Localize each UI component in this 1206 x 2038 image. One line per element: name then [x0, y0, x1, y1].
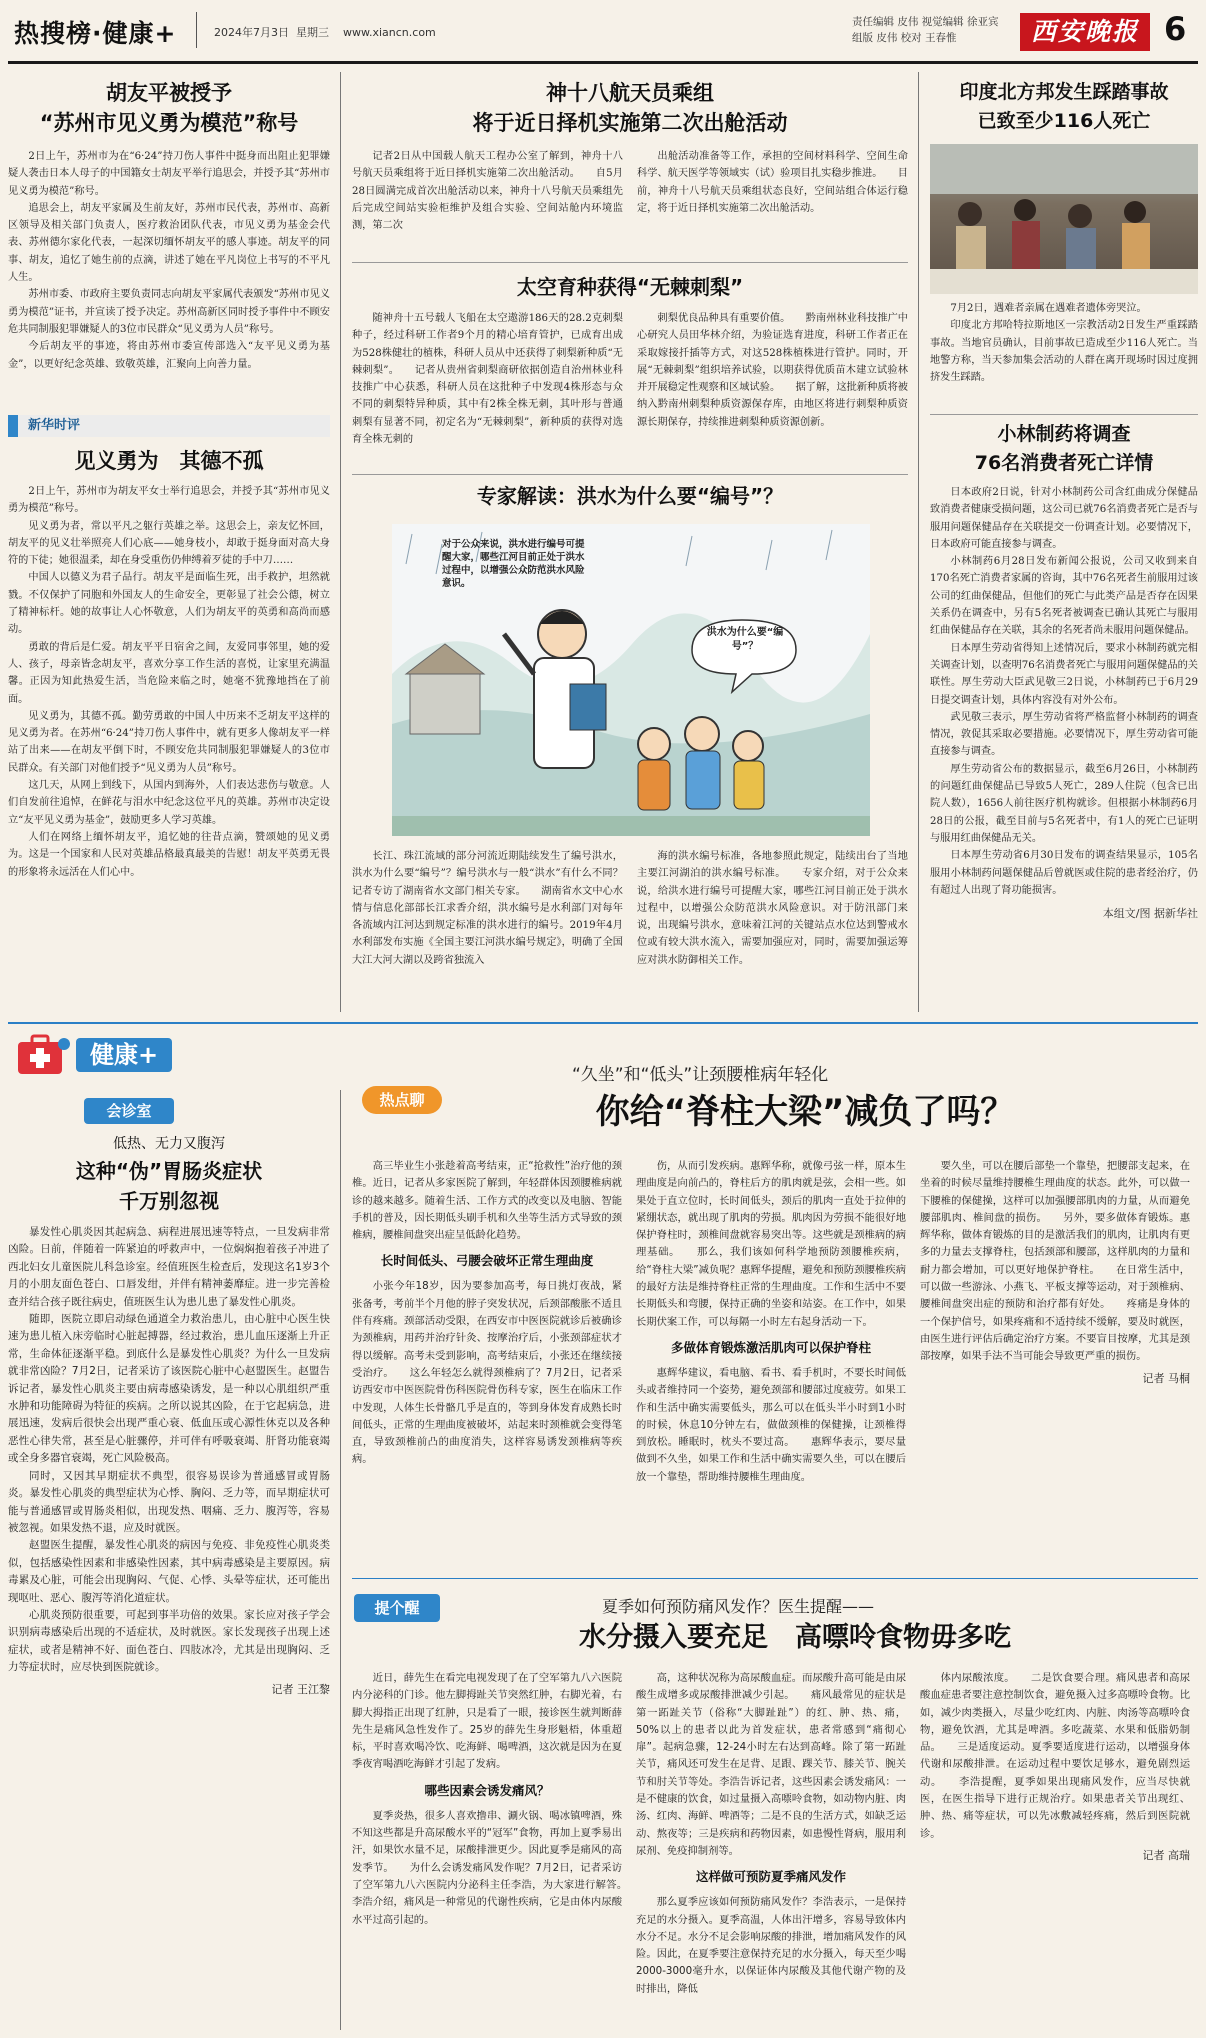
article-title: 水分摄入要充足 高嘌呤食物毋多吃 [579, 1622, 1011, 1653]
article-body: 2日上午，苏州市为在“6·24”持刀伤人事件中挺身而出阻止犯罪嫌疑人袭击日本人母子的中国籍女士胡友平举行追思会，并授予其“苏州市见义勇为模范”称号。 追思会上，胡友平家属及生前友好，苏州市民代表，苏州市、高新区领导及相关部门负责人，医疗救治团队代表，市见义勇为基金会代表、苏州德尔家化代表，一起深切缅怀胡友平的感人事迹。胡友平的同事、胡友，追忆了她生前的点滴，讲述了她在平凡岗位上书写的不平凡人生。 苏州市委、市政府主要负责同志向胡友平家属代表颁发“苏州市见义勇为模范”证书，并宣读了授予决定。苏州高新区同时授予事件中不顾安危共同制服犯罪嫌疑人的3位市民群众“见义勇为人员”称号。 今后胡友平的事迹，将由苏州市委宣传部选入“友平见义勇为基金”，以更好纪念英雄、致敬英雄，汇聚向上向善力量。 [8, 151, 330, 370]
article-flood-numbering [352, 480, 908, 1010]
article-body: 夏季炎热，很多人喜欢撸串、涮火锅、喝冰镇啤酒，殊不知这些都是升高尿酸水平的“冠军”食物，再加上夏季易出汗，如果饮水量不足，尿酸排泄更少。因此夏季是痛风的高发季节。 为什么会诱发痛风发作呢？7月2日，记者采访了空军第九八六医院内分泌科主任李浩，为大家进行解答。 李浩介绍，痛风是一种常见的代谢性疾病，它是由体内尿酸水平过高引起的。 [352, 1809, 643, 1926]
health-banner-label: 健康+ [76, 1038, 172, 1072]
reporter: 记者 高瑞 [1142, 1848, 1190, 1862]
article-title: 神十八航天员乘组 [546, 81, 714, 105]
article-body: 高三毕业生小张趁着高考结束，正“抢救性”治疗他的颈椎。近日，记者从多家医院了解到，年轻群体因颈腰椎病就诊的越来越多。随着生活、工作方式的改变以及电脑、智能手机的普及，因长期低头刷手机和久坐等生活方式导致的颈椎病，腰椎间盘突出症呈低龄化趋势。 [352, 1160, 622, 1242]
newspaper-logo: 西安晚报 [1020, 13, 1150, 51]
article-subtitle: 低热、无力又腹泻 [113, 1136, 225, 1152]
reporter: 记者 马桐 [1142, 1371, 1190, 1385]
article-space-breeding [352, 272, 908, 468]
page-number: 6 [1164, 10, 1187, 48]
reporter: 记者 王江黎 [271, 1682, 330, 1696]
article-shenzhou18 [352, 78, 908, 256]
article-title: 已致至少116人死亡 [977, 110, 1151, 132]
article-kobayashi [930, 420, 1198, 1010]
article-subtitle: 夏季如何预防痛风发作？医生提醒—— [602, 1597, 875, 1616]
crowd-photo-placeholder [930, 144, 1198, 294]
article-title: 印度北方邦发生踩踏事故 [959, 81, 1169, 103]
article-title: 76名消费者死亡详情 [974, 452, 1154, 474]
flood-cartoon [392, 524, 870, 836]
cartoon-bubble: 洪水为什么要“编号”？ [706, 627, 784, 652]
cartoon-caption: 对于公众来说，洪水进行编号可提醒大家，哪些江河目前正处于洪水过程中，以增强公众防范洪水风险意识。 [442, 539, 585, 589]
article-body: 高，这种状况称为高尿酸血症。而尿酸升高可能是由尿酸生成增多或尿酸排泄减少引起。 痛风最常见的症状是第一跖趾关节（俗称“大脚趾趾”）的红、肿、热、痛，50%以上的患者以此为首发症状，患者常感到“痛彻心扉”。起病急骤，12-24小时左右达到高峰。除了第一跖趾关节，痛风还可发生在足背、足跟、踝关节、膝关节、腕关节和肘关节等处。李浩告诉记者，这些因素会诱发痛风：一是不健康的饮食，如过量摄入高嘌呤食物，如动物内脏、肉汤、红肉、海鲜、啤酒等；二是不良的生活方式，如缺乏运动、熬夜等；三是疾病和药物因素，如患慢性肾病，服用利尿剂、免疫抑制剂等。 [636, 1672, 906, 1857]
article-body: 伤，从而引发疾病。惠辉华称，就像弓弦一样，原本生理曲度是向前凸的，脊柱后方的肌肉就是弦，会相一些。如果处于直立位时，长时间低头，颈后的肌肉一直处于拉伸的紧绷状态，就出现了肌肉的劳损。肌肉因为劳损不能很好地保护脊柱时，颈椎间盘就容易突出等。这些就是颈椎病的病理基础。 那么，我们该如何科学地预防颈腰椎疾病，给“脊柱大梁”减负呢？惠辉华提醒，避免和预防颈腰椎疾病的最好方法是维持脊柱正常的生理曲度。工作和生活中不要长期低头和弯腰，保持正确的坐姿和站姿。在工作中，如果长期伏案工作，可以每隔一小时左右起身活动一下。 [636, 1160, 906, 1328]
article-body: 体内尿酸浓度。 二是饮食要合理。痛风患者和高尿酸血症患者要注意控制饮食，避免摄入过多高嘌呤食物。比如，减少肉类摄入，尽量少吃红肉、内脏、肉汤等高嘌呤食物，避免饮酒，尤其是啤酒。多吃蔬菜、水果和低脂奶制品。 三是适度运动。夏季要适度进行运动，以增强身体代谢和尿酸排泄。在运动过程中要饮足够水，避免剧烈运动。 李浩提醒，夏季如果出现痛风发作，应当尽快就医，在医生指导下进行正规治疗。如果患者关节出现红、肿、热、痛等症状，可以先冰敷减轻疼痛，然后到医院就诊。 [920, 1672, 1190, 1840]
article-hu-youping [8, 78, 330, 408]
article-body: 刺梨优良品种具有重要价值。 黔南州林业科技推广中心研究人员田华林介绍，为验证选育进度，科研工作者正在采取嫁接扦插等方式，对这528株植株进行管护。同时，开展“无棘刺梨”组织培养试验，以期获得优质苗木建立试验林并开展稳定性观察和区域试验。 据了解，这批新种质将被纳入黔南州刺梨种质资源保存库，由地区将进行刺梨种质资源长期保存，持续推进刺梨种质资源创新。 [637, 313, 908, 428]
article-spine [352, 1050, 1198, 1570]
article-body: 暴发性心肌炎因其起病急、病程进展迅速等特点，一旦发病非常凶险。日前，伴随着一阵紧迫的呼救声中，一位焖焖抱着孩子冲进了西北妇女儿童医院儿科急诊室。经值班医生检查后，发现这名1岁3个月的小朋友面色苍白、口唇发绀，并伴有精神萎靡症。进一步完善检查并结合孩子既往病史，值班医生认为患儿患了暴发性心肌炎。 随即，医院立即启动绿色通道全力救治患儿，由心脏中心医生快速为患儿植入床旁临时心脏起搏器，经过救治，患儿血压逐渐上升正常，生命体征逐渐平稳。到底什么是暴发性心肌炎？为什么一旦发病就非常凶险？7月2日，记者采访了该医院心脏中心赵盟医生。赵盟告诉记者，暴发性心肌炎主要由病毒感染诱发，是一种以心肌组织严重水肿和功能障碍为特征的疾病。之所以说其凶险，在于它起病急，进展迅速，发病后很快会出现严重心衰、低血压或心源性休克以及各种恶性心律失常，甚至是心脏骤停，并可伴有呼吸衰竭、肝肾功能衰竭或全身多器官衰竭，死亡风险极高。 同时，又因其早期症状不典型，很容易误诊为普通感冒或胃肠炎。暴发性心肌炎的典型症状为心悸、胸闷、乏力等，而早期症状可能与普通感冒或胃肠炎相似，出现发热、咽痛、乏力、腹泻等，容易被忽视。如果发热不退，应及时就医。 赵盟医生提醒，暴发性心肌炎的病因与免疫、非免疫性心肌炎类似，包括感染性因素和非感染性因素，其中病毒感染是主要原因。病毒累及心脏，可能会出现胸闷、气促、心悸、头晕等症状，还可能出现呕吐、恶心、腹泻等消化道症状。 心肌炎预防很重要，可起到事半功倍的效果。家长应对孩子学会识别病毒感染后出现的不适症状，及时就医。家长发现孩子出现上述症状，或者是精神不好、面色苍白、四肢冰冷，尤其是出现胸闷、乏力等症状时，应尽快到医院就诊。 [8, 1226, 330, 1674]
article-body: 出舱活动准备等工作，承担的空间材料科学、空间生命科学、航天医学等领域实（试）验项目扎实稳步推进。 目前，神舟十八号航天员乘组状态良好，空间站组合体运行稳定，将于近日择机实施第二次出舱活动。 [637, 151, 908, 214]
article-credit: 本组文/图 据新华社 [1102, 907, 1198, 921]
article-title: 太空育种获得“无棘刺梨” [516, 275, 744, 299]
hot-topic-tag: 热点聊 [362, 1086, 442, 1114]
article-body: 近日，薛先生在看完电视发现了在了空军第九八六医院内分泌科的门诊。他左脚拇趾关节突然红肿，右脚光着，右脚大拇指正出现了红肿，只是看了一眼，接诊医生就判断薛先生是痛风急性发作了。25岁的薛先生身形魁梧，体重超标，平时喜欢喝冷饮、吃海鲜、喝啤酒，这次就是因为在夏季夜宵喝酒吃海鲜才引起了发病。 [352, 1672, 622, 1771]
article-body: 要久坐，可以在腰后部垫一个靠垫，把腰部支起来，在坐着的时候尽量维持腰椎生理曲度的状态。此外，可以做一下腰椎的保健操，这样可以加强腰部肌肉的力量，从而避免腰部肌肉、椎间盘的损伤。 另外，要多做体育锻炼。惠辉华称，做体育锻炼的目的是激活我们的肌肉，让肌肉有更多的力量去支撑脊柱，包括颈部和腰部，这样肌肉的力量和耐力都会增加，可以更好地保护脊柱。 在日常生活中，可以做一些游泳、小燕飞、平板支撑等运动，对于颈椎病、腰椎间盘突出症的预防和治疗都有好处。 疼痛是身体的一个保护信号，如果疼痛和不适持续不缓解，要及时就医，由医生进行评估后确定治疗方案。不要盲目按摩，尤其是颈部按摩，如果手法不当可能会导致更严重的损伤。 [920, 1160, 1190, 1363]
article-body: 印度北方邦哈特拉斯地区一宗教活动2日发生严重踩踏事故。当地官员确认，目前事故已造成至少116人死亡。当地警方称，当天参加集会活动的人群在离开现场时因过度拥挤发生踩踏。 [930, 320, 1198, 384]
section-subhead: 长时间低头、弓腰会破坏正常生理曲度 [380, 1253, 594, 1269]
page-header [0, 0, 1206, 62]
article-title: 你给“脊柱大梁”减负了吗？ [595, 1092, 1015, 1132]
article-body: 长江、珠江流域的部分河流近期陆续发生了编号洪水，洪水为什么要“编号”？编号洪水与一般“洪水”有什么不同？记者专访了湖南省水文部门相关专家。 湖南省水文中心水情与信息化部部长江求香介绍，洪水编号是水利部门对每年各流域内江河达到规定标准的洪水进行的编号。2019年4月水利部发布实施《全国主要江河洪水编号规定》，明确了全国大江大河大湖以及跨省独流入 [352, 851, 623, 966]
article-title: 小林制药将调查 [997, 423, 1131, 445]
section-subhead: 这样做可预防夏季痛风发作 [695, 1869, 846, 1885]
article-title: 将于近日择机实施第二次出舱活动 [472, 111, 788, 135]
commentary-body: 2日上午，苏州市为胡友平女士举行追思会，并授予其“苏州市见义勇为模范”称号。 见义勇为者，常以平凡之躯行英雄之举。这思会上，亲友忆怀回，胡友平的见义壮举照亮人们心底——她身枝小，却敢于挺身面对高大身符的下徒；她很温柔，却在身受重伤仍伸缚着歹徒的手中刀…… 中国人以德义为君子品行。胡友平是面临生死，出手救护，坦然就戮。不仅保护了同胞和外国友人的生命安全，更彰显了社会公德，树立了精神标杆。她的故事让人心怀敬意，人们为胡友平的英勇和高尚而感动。 勇敢的背后是仁爱。胡友平平日宿舍之间，友爱同事邻里，她的爱人、孩子，母亲皆念胡友平，喜欢分享工作生活的喜悦，让家里充满温馨。正因为知此热爱生活，当危险来临之时，她毫不犹豫地挡在了前面。 见义勇为，其德不孤。勤劳勇敢的中国人中历来不乏胡友平这样的见义勇为者。在苏州“6·24”持刀伤人事件中，就有更多人像胡友平一样站了出来——在胡友平倒下时，不顾安危共同制服犯罪嫌疑人的3位市民群众。有关部门对他们授予“见义勇为人员”称号。 这几天，从网上到线下，从国内到海外，人们表达悲伤与敬意。人们自发前往追悼，在鲜花与泪水中纪念这位平凡的英雄。苏州市决定设立“友平见义勇为基金”，鼓励更多人学习英雄。 人们在网络上缅怀胡友平，追忆她的往昔点滴，赞颂她的见义勇为。这是一个国家和人民对英雄品格最真最美的告慰！胡友平英勇无畏的形象将永远活在人们心中。 [8, 486, 330, 878]
article-body: 日本政府2日说，针对小林制药公司含红曲成分保健品致消费者健康受损问题，这公司已就76名消费者死亡是否与服用问题保健品存在关联提交一份调查计划。必要情况下，日本政府可能直接参与调查。 小林制药6月28日发布新闻公报说，公司又收到来自170名死亡消费者家属的咨询，其中76名死者生前服用过该公司的红曲保健品，但他们的死亡与此类产品是否存在因果关系仍在调查中，另有5名死者被调查已确认其死亡与服用红曲保健品存在关联，其余的名死者尚未服用问题保健品。 日本厚生劳动省得知上述情况后，要求小林制药就完相关调查计划，以查明76名消费者死亡与服用问题保健品的关联性。厚生劳动大臣武见敬三2日说，小林制药已于6月29日提交调查计划，具体内容没有对外公布。 武见敬三表示，厚生劳动省将严格监督小林制药的调查情况，敦促其采取必要措施。必要情况下，厚生劳动省可能直接参与调查。 厚生劳动省公布的数据显示，截至6月26日，小林制药的问题红曲保健品已导致5人死亡，289人住院（包含已出院人数），1656人前往医疗机构就诊。但根据小林制药6月28日的公报，截至目前与5名死者中，有1人的死亡已证明与服用红曲保健品无关。 日本厚生劳动省6月30日发布的调查结果显示，105名服用小林制药问题保健品后曾就医或住院的患者经治疗，仍有超过人出现了肾功能损害。 [930, 487, 1198, 896]
section-title: 热搜榜·健康+ [14, 19, 177, 48]
article-title: 这种“伪”胃肠炎症状 [75, 1159, 263, 1183]
article-title: 千万别忽视 [119, 1189, 219, 1213]
article-body: 海的洪水编号标准，各地参照此规定，陆续出台了当地主要江河湖泊的洪水编号标准。 专家介绍，对于公众来说，给洪水进行编号可提醒大家，哪些江河目前正处于洪水过程中，以增强公众防范洪水风险意识。对于防汛部门来说，出现编号洪水，意味着江河的关键站点水位达到警戒水位或有较大洪水流入，需要加强应对，同时，需要加强运筹应对洪水防御相关工作。 [637, 851, 908, 966]
commentary-xinhua [8, 415, 330, 1005]
article-title: 专家解读：洪水为什么要“编号”？ [476, 484, 784, 508]
article-body: 记者2日从中国载人航天工程办公室了解到，神舟十八号航天员乘组将于近日择机实施第二次出舱活动。 自5月28日圆满完成首次出舱活动以来，神舟十八号航天员乘组先后完成空间站实验柜维护及组合实验、空间站舱内环境监测，第二次 [352, 151, 623, 232]
section-subhead: 多做体育锻炼激活肌肉可以保护脊柱 [670, 1339, 871, 1355]
commentary-title: 见义勇为 其德不孤 [74, 449, 264, 473]
issue-date: 2024年7月3日 星期三 www.xiancn.com [214, 26, 436, 39]
article-title: “苏州市见义勇为模范”称号 [39, 111, 299, 135]
photo-caption: 7月2日，遇难者亲属在遇难者遗体旁哭泣。 [950, 303, 1147, 314]
commentary-tag: 新华时评 [8, 415, 330, 437]
article-india-stampede [930, 78, 1198, 408]
editors-credit: 责任编辑 皮伟 视觉编辑 徐亚宾 组版 皮伟 校对 王春惟 [852, 16, 999, 44]
article-body: 那么夏季应该如何预防痛风发作？李浩表示，一是保持充足的水分摄入。夏季高温，人体出汗增多，容易导致体内水分不足。水分不足会影响尿酸的排泄，增加痛风发作的风险。因此，在夏季要注意保持充足的水分摄入，每天至少喝2000-3000毫升水，以保证体内尿酸及其他代谢产物的及时排出，降低 [636, 1896, 906, 1995]
article-body: 随神舟十五号载人飞船在太空遨游186天的28.2克刺梨种子，经过科研工作者9个月的精心培育管护，已成育出成为528株健壮的植株，科研人员从中还获得了刺梨新种质“无棘刺梨”。 记者从贵州省刺梨商研依据创造自治州林业科技推广中心获悉，科研人员在这批种子中发现4株形态与众不同的刺梨特异种质，其中有2株全株无刺，其叶形与普通刺梨有显著不同，初定名为“无棘刺梨”，新种质的获得对选育全株无刺的 [352, 313, 623, 446]
article-title: 胡友平被授予 [106, 81, 232, 105]
health-banner [14, 1032, 214, 1080]
remind-tag: 提个醒 [354, 1594, 440, 1622]
article-subtitle: “久坐”和“低头”让颈腰椎病年轻化 [572, 1065, 829, 1085]
article-gout [352, 1592, 1198, 2034]
news-photo [930, 144, 1198, 294]
section-subhead: 哪些因素会诱发痛风？ [424, 1782, 550, 1798]
clinic-tag: 会诊室 [84, 1098, 174, 1124]
article-myocarditis [8, 1132, 330, 2032]
article-body: 惠辉华建议，看电脑、看书、看手机时，不要长时间低头或者维持同一个姿势，避免颈部和腰部过度疲劳。如果工作和生活中确实需要低头，那么可以在低头半小时到1小时的时候，休息10分钟左右，做做颈椎的保健操，让颈椎得到放松。睡眠时，枕头不要过高。 惠辉华表示，要尽量做到不久坐，如果工作和生活中确实需要久坐，可以在腰后放一个靠垫，帮助维持腰椎生理曲度。 [636, 1366, 906, 1483]
medical-kit-icon [14, 1032, 70, 1078]
article-body: 小张今年18岁，因为要参加高考，每日挑灯夜战，紧张备考，考前半个月他的脖子突发状况，后颈部酸胀不适且伴有疼痛。颈部活动受限，在西安市中医医院就诊后被确诊为颈椎病，用药并治疗针灸、按摩治疗后，小张颈部症状才得以缓解。高考未受到影响，高考结束后，小张还在继续接受治疗。 这么年轻怎么就得颈椎病了？7月2日，记者采访西安市中医医院骨伤科医院骨伤科专家，医生在临床工作中发现，人体生长骨骼几乎是直的，等到身体发育成熟长时间低头，正常的生理曲度被破坏，站起来时颈椎就会变得笔直，导致颈椎前凸的曲度消失，这样容易诱发颈椎病等疾病。 [352, 1280, 622, 1466]
